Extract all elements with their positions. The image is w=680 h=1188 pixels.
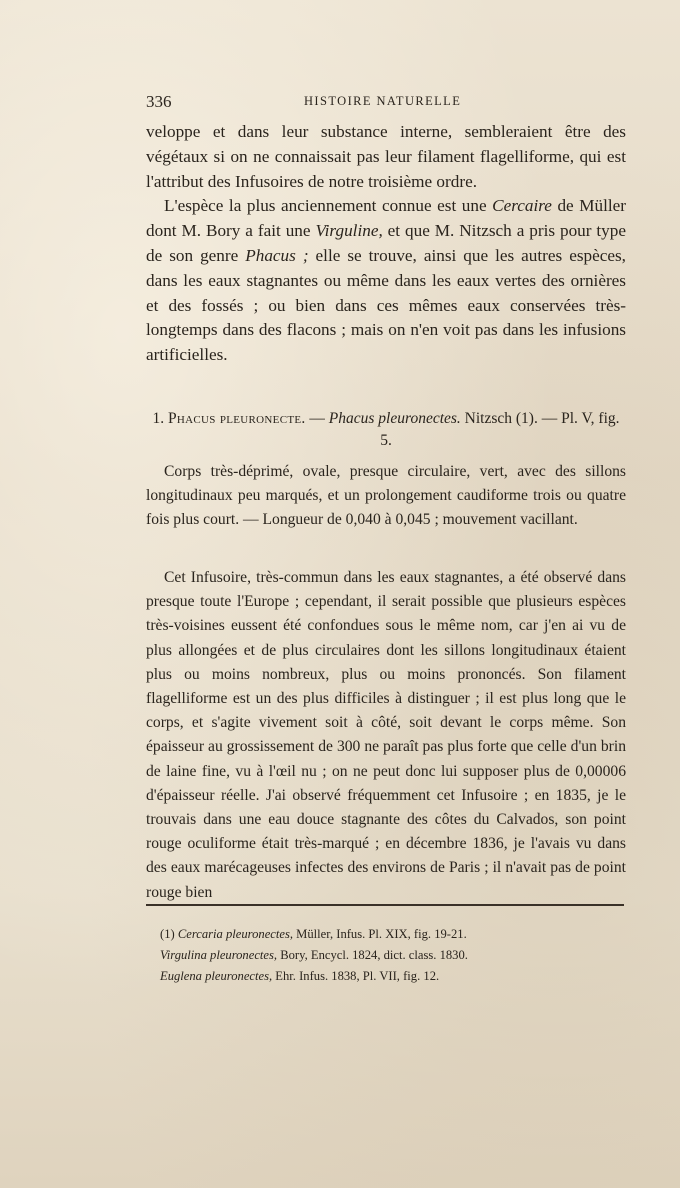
footnote-taxon: Virgulina pleuronectes, <box>160 948 278 962</box>
footnote-taxon: Euglena pleuronectes, <box>160 969 273 983</box>
description-section <box>146 460 626 533</box>
p2-text-e: et que M. Nitzsch a pris pour type de son genre <box>146 221 626 265</box>
observation-section <box>146 566 626 905</box>
footnote-line <box>160 924 624 945</box>
p2-virguline: Virguline, <box>315 221 383 241</box>
footnote-ref: Müller, Infus. Pl. XIX, fig. 19-21. <box>293 927 467 941</box>
species-reference: Nitzsch (1). — Pl. V, fig. 5. <box>380 410 620 449</box>
footnote-line <box>160 966 624 987</box>
species-latin-name: Phacus pleuronectes. <box>328 410 461 427</box>
footnote-rule <box>146 904 624 906</box>
species-description: Corps très-déprimé, ovale, presque circulaire, vert, avec des sillons longitudinaux peu marqués, et un prolongement caudiforme trois ou quatre fois plus court. — Longueur de 0,040 à 0,045 ; mouvement vacillant. <box>146 463 626 529</box>
species-heading <box>146 408 626 452</box>
species-dash: — <box>305 410 329 427</box>
p2-text-g: elle se trouve, ainsi que les autres espèces, dans les eaux stagnantes ou même dans les eaux vertes des ornières et des fossés ; ou bien dans ces mêmes eaux conservées très-longtemps dans des flacons ; mais on n'en voit pas dans les infusions artificielles. <box>146 245 626 365</box>
species-common-name: Phacus pleuronecte. <box>167 410 306 427</box>
species-number: 1. <box>152 410 165 427</box>
intro-section <box>146 120 626 368</box>
paragraph-species-history <box>146 194 626 368</box>
footnote-marker: (1) <box>160 927 178 941</box>
species-observation: Cet Infusoire, très-commun dans les eaux stagnantes, a été observé dans presque toute l'Europe ; cependant, il serait possible que plusieurs espèces très-voisines eussent été confondues sous le même nom, car j'en ai vu de plus allongées et de plus circulaires dont les sillons longitudinaux étaient plus ou moins nombreux, plus ou moins prononcés. Son filament flagelliforme est un des plus difficiles à distinguer ; il est plus long que le corps, et s'agite vivement soit à côté, soit devant le corps même. Son épaisseur au grossissement de 300 ne paraît pas plus forte que celle d'un brin de laine fine, vu à l'œil nu ; on ne peut donc lui supposer plus de 0,00006 d'épaisseur réelle. J'ai observé fréquemment cet Infusoire ; en 1835, je le trouvais dans une eau douce stagnante des côtes du Calvados, son point rouge oculiforme était très-marqué ; en décembre 1836, je l'avais vu dans des eaux marécageuses infectes des environs de Paris ; il n'avait pas de point rouge bien <box>146 569 626 901</box>
species-heading-block <box>146 408 626 452</box>
footnote-taxon: Cercaria pleuronectes, <box>177 927 294 941</box>
page-number: 336 <box>146 92 172 111</box>
p2-phacus: Phacus ; <box>245 245 309 265</box>
p2-text-c: de Müller dont M. Bory a fait une <box>146 196 626 241</box>
running-head <box>146 92 626 114</box>
p2-cercaire: Cercaire <box>492 196 552 216</box>
footnotes <box>160 924 624 987</box>
footnote-ref: Bory, Encycl. 1824, dict. class. 1830. <box>277 948 468 962</box>
footnote-ref: Ehr. Infus. 1838, Pl. VII, fig. 12. <box>272 969 440 983</box>
p2-text-a: L'espèce la plus anciennement connue est une <box>164 196 493 216</box>
running-title: HISTOIRE NATURELLE <box>304 94 462 108</box>
paragraph-continuation: veloppe et dans leur substance interne, sembleraient être des végétaux si on ne connaissait pas leur filament flagelliforme, qui est l'attribut des Infusoires de notre troisième ordre. <box>146 122 626 191</box>
footnote-line <box>160 945 624 966</box>
